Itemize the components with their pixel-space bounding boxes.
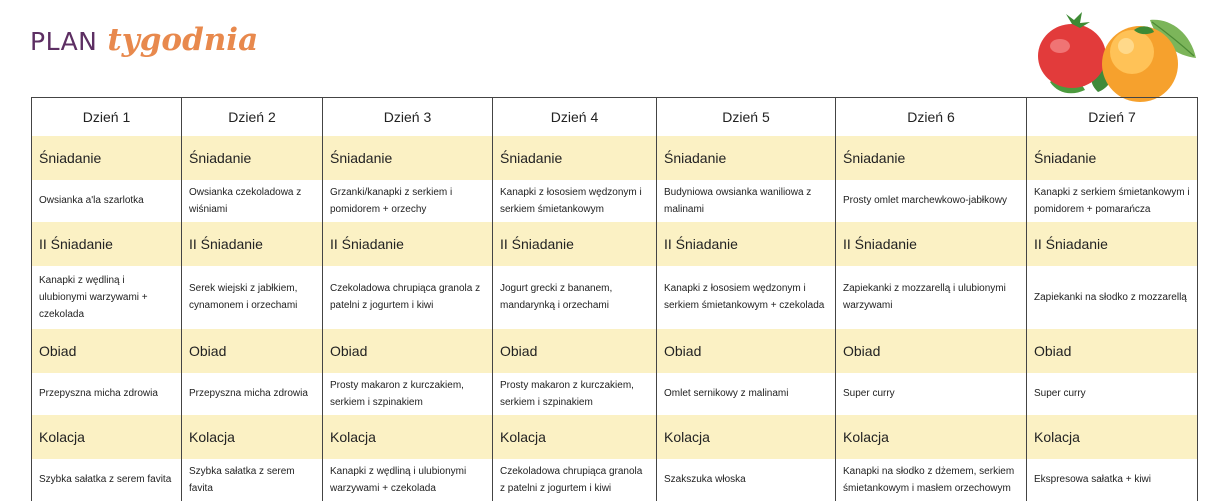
meal-label: Kolacja [323, 415, 493, 459]
meal-label: Śniadanie [493, 136, 657, 180]
meal-label: Kolacja [1027, 415, 1198, 459]
title-plan: PLAN [30, 27, 98, 56]
dish-cell: Owsianka a'la szarlotka [32, 180, 182, 222]
dish-cell: Omlet sernikowy z malinami [657, 373, 836, 415]
dish-cell: Serek wiejski z jabłkiem, cynamonem i orzechami [182, 266, 323, 329]
meal-label: II Śniadanie [32, 222, 182, 266]
dish-cell: Kanapki z łososiem wędzonym i serkiem śmietankowym [493, 180, 657, 222]
dish-cell: Kanapki z wędliną i ulubionymi warzywami + czekolada [323, 459, 493, 501]
meal-label: Obiad [323, 329, 493, 373]
meal-label: Obiad [182, 329, 323, 373]
dish-cell: Prosty omlet marchewkowo-jabłkowy [836, 180, 1027, 222]
meal-plan-table [31, 97, 1198, 501]
meal-label: Śniadanie [32, 136, 182, 180]
dish-row-second-breakfast [32, 266, 1198, 329]
meal-row-dinner [32, 415, 1198, 459]
meal-label: Kolacja [182, 415, 323, 459]
meal-label: Obiad [493, 329, 657, 373]
meal-row-breakfast [32, 136, 1198, 180]
dish-cell: Super curry [1027, 373, 1198, 415]
meal-label: Śniadanie [323, 136, 493, 180]
dish-cell: Czekoladowa chrupiąca granola z patelni z jogurtem i kiwi [323, 266, 493, 329]
meal-label: Obiad [657, 329, 836, 373]
dish-row-dinner [32, 459, 1198, 501]
meal-label: II Śniadanie [836, 222, 1027, 266]
meal-label: Śniadanie [836, 136, 1027, 180]
dish-cell: Zapiekanki z mozzarellą i ulubionymi warzywami [836, 266, 1027, 329]
title-week: tygodnia [107, 22, 259, 58]
dish-cell: Zapiekanki na słodko z mozzarellą [1027, 266, 1198, 329]
dish-cell: Kanapki z serkiem śmietankowym i pomidorem + pomarańcza [1027, 180, 1198, 222]
day-header: Dzień 5 [657, 98, 836, 136]
dish-cell: Grzanki/kanapki z serkiem i pomidorem + orzechy [323, 180, 493, 222]
dish-cell: Prosty makaron z kurczakiem, serkiem i szpinakiem [323, 373, 493, 415]
dish-cell: Owsianka czekoladowa z wiśniami [182, 180, 323, 222]
dish-cell: Kanapki z wędliną i ulubionymi warzywami + czekolada [32, 266, 182, 329]
meal-label: Obiad [836, 329, 1027, 373]
dish-cell: Ekspresowa sałatka + kiwi [1027, 459, 1198, 501]
meal-label: II Śniadanie [493, 222, 657, 266]
page-header [30, 22, 258, 72]
fruit-illustration-icon [1030, 10, 1200, 105]
dish-cell: Przepyszna micha zdrowia [182, 373, 323, 415]
meal-label: II Śniadanie [323, 222, 493, 266]
meal-label: Kolacja [657, 415, 836, 459]
meal-row-second-breakfast [32, 222, 1198, 266]
meal-label: Kolacja [836, 415, 1027, 459]
dish-cell: Czekoladowa chrupiąca granola z patelni z jogurtem i kiwi [493, 459, 657, 501]
dish-cell: Szybka sałatka z serem favita [182, 459, 323, 501]
dish-cell: Szybka sałatka z serem favita [32, 459, 182, 501]
meal-label: II Śniadanie [657, 222, 836, 266]
day-header-row [32, 98, 1198, 136]
dish-row-breakfast [32, 180, 1198, 222]
meal-label: II Śniadanie [182, 222, 323, 266]
meal-label: II Śniadanie [1027, 222, 1198, 266]
day-header: Dzień 7 [1027, 98, 1198, 136]
meal-label: Śniadanie [1027, 136, 1198, 180]
meal-label: Obiad [32, 329, 182, 373]
dish-row-lunch [32, 373, 1198, 415]
meal-row-lunch [32, 329, 1198, 373]
dish-cell: Jogurt grecki z bananem, mandarynką i orzechami [493, 266, 657, 329]
meal-label: Śniadanie [182, 136, 323, 180]
meal-label: Kolacja [32, 415, 182, 459]
dish-cell: Prosty makaron z kurczakiem, serkiem i szpinakiem [493, 373, 657, 415]
day-header: Dzień 2 [182, 98, 323, 136]
day-header: Dzień 6 [836, 98, 1027, 136]
day-header: Dzień 1 [32, 98, 182, 136]
dish-cell: Super curry [836, 373, 1027, 415]
meal-label: Śniadanie [657, 136, 836, 180]
dish-cell: Kanapki z łososiem wędzonym i serkiem śmietankowym + czekolada [657, 266, 836, 329]
day-header: Dzień 3 [323, 98, 493, 136]
dish-cell: Budyniowa owsianka waniliowa z malinami [657, 180, 836, 222]
dish-cell: Kanapki na słodko z dżemem, serkiem śmietankowym i masłem orzechowym [836, 459, 1027, 501]
meal-label: Obiad [1027, 329, 1198, 373]
day-header: Dzień 4 [493, 98, 657, 136]
dish-cell: Szakszuka włoska [657, 459, 836, 501]
meal-label: Kolacja [493, 415, 657, 459]
dish-cell: Przepyszna micha zdrowia [32, 373, 182, 415]
